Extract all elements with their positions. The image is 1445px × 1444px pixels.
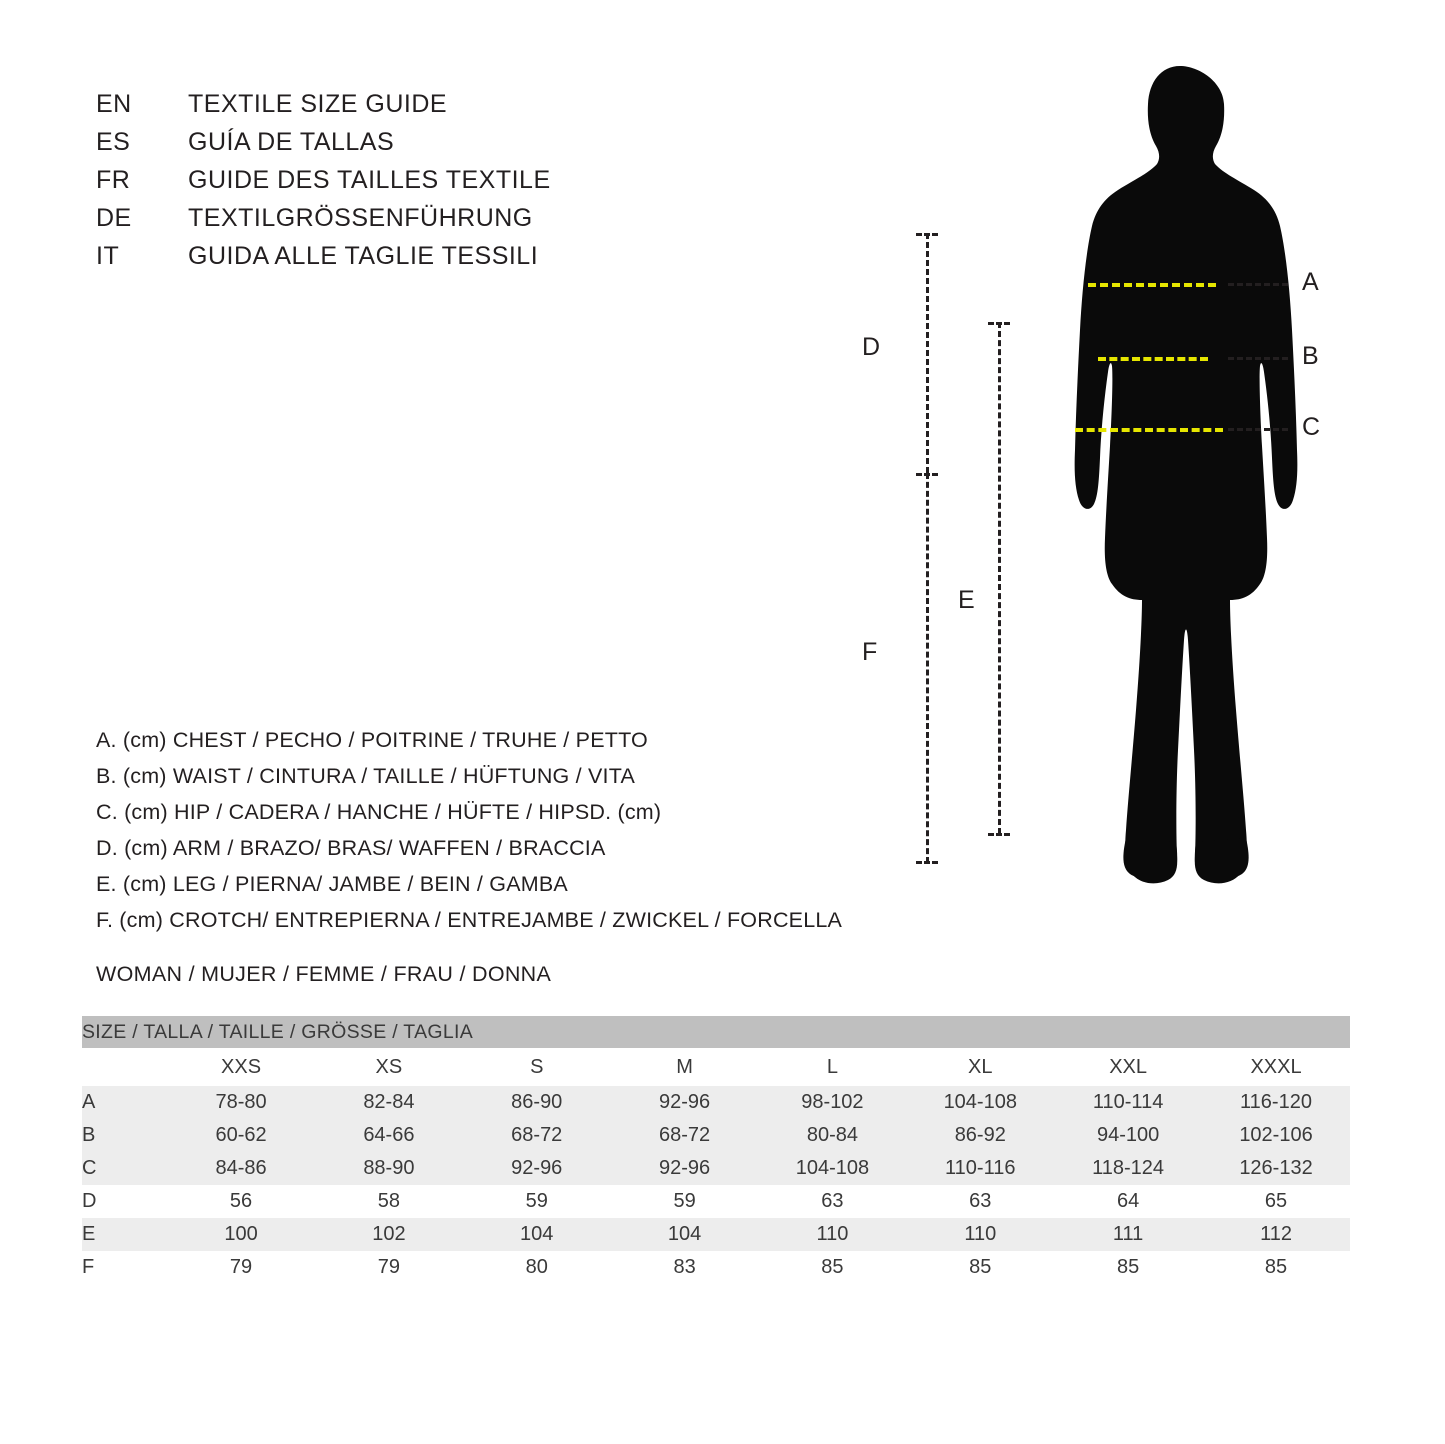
title-block (96, 90, 796, 280)
header-xxxl: XXXL (1202, 1048, 1350, 1086)
cell-b-xxs: 60-62 (167, 1119, 315, 1152)
row-label-c: C (82, 1152, 167, 1185)
cell-c-xxl: 118-124 (1054, 1152, 1202, 1185)
cell-c-xxxl: 126-132 (1202, 1152, 1350, 1185)
title-text-de: TEXTILGRÖSSENFÜHRUNG (188, 204, 533, 232)
row-label-b: B (82, 1119, 167, 1152)
cell-f-xxxl: 85 (1202, 1251, 1350, 1284)
title-lang-fr: FR (96, 166, 131, 194)
title-row-de (96, 204, 796, 242)
cell-d-xxxl: 65 (1202, 1185, 1350, 1218)
size-table (82, 1016, 1350, 1284)
hip-leader-line (1228, 428, 1288, 431)
cell-e-xxl: 111 (1054, 1218, 1202, 1251)
cell-f-xxl: 85 (1054, 1251, 1202, 1284)
cell-f-l: 85 (759, 1251, 907, 1284)
title-text-en: TEXTILE SIZE GUIDE (188, 90, 448, 118)
title-row-fr (96, 166, 796, 204)
label-E: E (954, 583, 979, 618)
label-D: D (858, 330, 884, 365)
cell-e-l: 110 (759, 1218, 907, 1251)
cell-c-xs: 88-90 (315, 1152, 463, 1185)
cell-c-s: 92-96 (463, 1152, 611, 1185)
cell-a-l: 98-102 (759, 1086, 907, 1119)
leg-dimension-tick-top (988, 322, 1010, 325)
cell-c-m: 92-96 (611, 1152, 759, 1185)
title-text-fr: GUIDE DES TAILLES TEXTILE (188, 166, 551, 194)
title-row-it (96, 242, 796, 280)
cell-d-xl: 63 (906, 1185, 1054, 1218)
cell-a-xs: 82-84 (315, 1086, 463, 1119)
legend-row-b: B. (cm) WAIST / CINTURA / TAILLE / HÜFTUNG / VITA (96, 764, 635, 788)
header-corner (82, 1048, 167, 1086)
hip-measure-line (1075, 428, 1223, 432)
cell-a-xl: 104-108 (906, 1086, 1054, 1119)
woman-body-silhouette (1030, 60, 1330, 890)
cell-d-m: 59 (611, 1185, 759, 1218)
header-xs: XS (315, 1048, 463, 1086)
cell-f-xs: 79 (315, 1251, 463, 1284)
cell-e-m: 104 (611, 1218, 759, 1251)
cell-f-m: 83 (611, 1251, 759, 1284)
arm-dimension-line (926, 233, 929, 473)
table-header-row (82, 1048, 1350, 1086)
cell-b-xxxl: 102-106 (1202, 1119, 1350, 1152)
crotch-dimension-tick-bottom (916, 861, 938, 864)
cell-a-xxs: 78-80 (167, 1086, 315, 1119)
chest-measure-line (1088, 283, 1216, 287)
cell-f-xl: 85 (906, 1251, 1054, 1284)
row-label-f: F (82, 1251, 167, 1284)
cell-f-s: 80 (463, 1251, 611, 1284)
cell-c-xl: 110-116 (906, 1152, 1054, 1185)
title-row-en (96, 90, 796, 128)
cell-e-xxxl: 112 (1202, 1218, 1350, 1251)
row-label-a: A (82, 1086, 167, 1119)
cell-d-xxs: 56 (167, 1185, 315, 1218)
table-row (82, 1185, 1350, 1218)
row-label-d: D (82, 1185, 167, 1218)
chest-leader-line (1228, 283, 1288, 286)
row-label-e: E (82, 1218, 167, 1251)
cell-a-xxl: 110-114 (1054, 1086, 1202, 1119)
title-lang-en: EN (96, 90, 132, 118)
table-row (82, 1152, 1350, 1185)
legend-row-a: A. (cm) CHEST / PECHO / POITRINE / TRUHE / PETTO (96, 728, 648, 752)
cell-e-xs: 102 (315, 1218, 463, 1251)
label-B: B (1302, 342, 1319, 370)
header-xl: XL (906, 1048, 1054, 1086)
header-xxs: XXS (167, 1048, 315, 1086)
table-caption: SIZE / TALLA / TAILLE / GRÖSSE / TAGLIA (82, 1016, 1350, 1048)
leg-dimension-line (998, 322, 1001, 834)
title-row-es (96, 128, 796, 166)
cell-d-l: 63 (759, 1185, 907, 1218)
cell-e-s: 104 (463, 1218, 611, 1251)
waist-measure-line (1098, 357, 1208, 361)
cell-c-xxs: 84-86 (167, 1152, 315, 1185)
cell-a-s: 86-90 (463, 1086, 611, 1119)
cell-d-xxl: 64 (1054, 1185, 1202, 1218)
title-text-es: GUÍA DE TALLAS (188, 128, 395, 156)
title-lang-es: ES (96, 128, 131, 156)
cell-c-l: 104-108 (759, 1152, 907, 1185)
cell-b-xs: 64-66 (315, 1119, 463, 1152)
header-s: S (463, 1048, 611, 1086)
cell-a-xxxl: 116-120 (1202, 1086, 1350, 1119)
measurement-figure (830, 50, 1390, 930)
legend-row-e: E. (cm) LEG / PIERNA/ JAMBE / BEIN / GAMBA (96, 872, 568, 896)
title-lang-de: DE (96, 204, 132, 232)
legend-row-f: F. (cm) CROTCH/ ENTREPIERNA / ENTREJAMBE / ZWICKEL / FORCELLA (96, 908, 843, 932)
table-row (82, 1218, 1350, 1251)
cell-f-xxs: 79 (167, 1251, 315, 1284)
arm-dimension-tick-top (916, 233, 938, 236)
title-text-it: GUIDA ALLE TAGLIE TESSILI (188, 242, 539, 270)
cell-e-xl: 110 (906, 1218, 1054, 1251)
legend-block (96, 722, 896, 938)
title-lang-it: IT (96, 242, 120, 270)
cell-b-s: 68-72 (463, 1119, 611, 1152)
label-C: C (1302, 413, 1321, 441)
label-A: A (1302, 268, 1319, 296)
header-l: L (759, 1048, 907, 1086)
cell-b-l: 80-84 (759, 1119, 907, 1152)
header-xxl: XXL (1054, 1048, 1202, 1086)
table-row (82, 1251, 1350, 1284)
group-label: WOMAN / MUJER / FEMME / FRAU / DONNA (96, 962, 552, 986)
table-caption-row (82, 1016, 1350, 1048)
header-m: M (611, 1048, 759, 1086)
cell-a-m: 92-96 (611, 1086, 759, 1119)
cell-d-s: 59 (463, 1185, 611, 1218)
cell-b-xl: 86-92 (906, 1119, 1054, 1152)
crotch-dimension-line (926, 473, 929, 863)
cell-e-xxs: 100 (167, 1218, 315, 1251)
legend-row-d: D. (cm) ARM / BRAZO/ BRAS/ WAFFEN / BRACCIA (96, 836, 606, 860)
leg-dimension-tick-bottom (988, 833, 1010, 836)
waist-leader-line (1228, 357, 1288, 360)
cell-d-xs: 58 (315, 1185, 463, 1218)
legend-row-c: C. (cm) HIP / CADERA / HANCHE / HÜFTE / HIPSD. (cm) (96, 800, 662, 824)
label-F: F (858, 635, 881, 670)
cell-b-xxl: 94-100 (1054, 1119, 1202, 1152)
table-row (82, 1086, 1350, 1119)
table-row (82, 1119, 1350, 1152)
cell-b-m: 68-72 (611, 1119, 759, 1152)
